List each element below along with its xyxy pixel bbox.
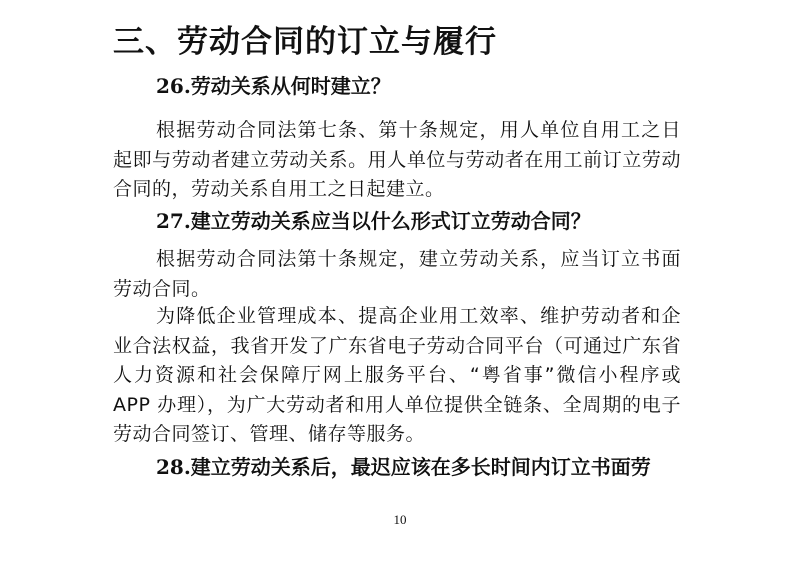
answer-paragraph-27-2: 为降低企业管理成本、提高企业用工效率、维护劳动者和企业合法权益，我省开发了广东省电子劳动合同平台（可通过广东省人力资源和社会保障厅网上服务平台、“粤省事”微信小程序或 APP 办理），为广大劳动者和用人单位提供全链条、全周期的电子劳动合同签订、管理、储存等服务。 (113, 305, 681, 445)
answer-paragraph-27-1: 根据劳动合同法第十条规定，建立劳动关系，应当订立书面劳动合同。 (113, 248, 681, 300)
question-heading-28: 28.建立劳动关系后，最迟应该在多长时间内订立书面劳 (156, 455, 651, 479)
question-heading-27: 27.建立劳动关系应当以什么形式订立劳动合同？ (156, 209, 591, 233)
page-number: 10 (393, 512, 407, 527)
section-title: 三、劳动合同的订立与履行 (113, 24, 497, 60)
question-heading-26: 26.劳动关系从何时建立？ (156, 74, 391, 98)
answer-paragraph-26: 根据劳动合同法第七条、第十条规定，用人单位自用工之日起即与劳动者建立劳动关系。用人单位与劳动者在用工前订立劳动合同的，劳动关系自用工之日起建立。 (113, 119, 681, 200)
